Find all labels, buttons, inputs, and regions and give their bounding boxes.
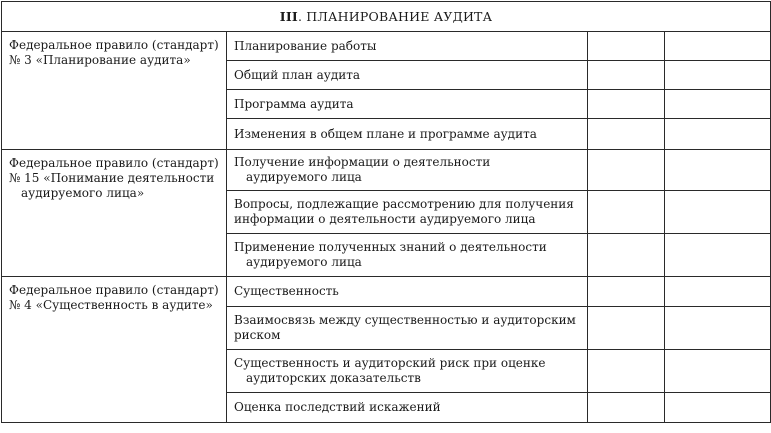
standard-title: Федеральное правило (стандарт) № 3 «Планирование аудита» <box>9 38 219 67</box>
topic-cell: Получение информации о деятельности аудируемого лица <box>227 150 588 191</box>
blank-cell <box>665 61 771 90</box>
topic-cell: Общий план аудита <box>227 61 588 90</box>
blank-cell <box>665 32 771 61</box>
blank-cell <box>588 277 665 307</box>
blank-cell <box>665 350 771 393</box>
audit-planning-table <box>1 1 771 423</box>
blank-cell <box>665 234 771 277</box>
table-row <box>2 32 771 61</box>
blank-cell <box>665 393 771 423</box>
blank-cell <box>665 277 771 307</box>
blank-cell <box>588 234 665 277</box>
blank-cell <box>588 393 665 423</box>
topic-cell: Изменения в общем плане и программе аудита <box>227 119 588 150</box>
blank-cell <box>588 32 665 61</box>
blank-cell <box>665 119 771 150</box>
standard-title: Федеральное правило (стандарт) № 4 «Существенность в аудите» <box>9 283 219 312</box>
topic-cell: Планирование работы <box>227 32 588 61</box>
topic-cell: Существенность <box>227 277 588 307</box>
blank-cell <box>665 150 771 191</box>
topic-cell: Программа аудита <box>227 90 588 119</box>
section-title-text: . ПЛАНИРОВАНИЕ АУДИТА <box>297 9 493 24</box>
section-title <box>2 2 771 32</box>
blank-cell <box>588 61 665 90</box>
standard-title: Федеральное правило (стандарт) № 15 «Понимание деятельности аудируемого лица» <box>9 156 219 200</box>
topic-cell: Существенность и аудиторский риск при оценке аудиторских доказательств <box>227 350 588 393</box>
topic-cell: Применение полученных знаний о деятельности аудируемого лица <box>227 234 588 277</box>
table-row <box>2 150 771 191</box>
blank-cell <box>665 307 771 350</box>
blank-cell <box>588 90 665 119</box>
blank-cell <box>588 119 665 150</box>
standard-cell-planning <box>2 32 227 150</box>
section-roman-numeral: III <box>279 9 298 24</box>
blank-cell <box>588 350 665 393</box>
table-row <box>2 277 771 307</box>
section-title-row <box>2 2 771 32</box>
topic-cell: Оценка последствий искажений <box>227 393 588 423</box>
topic-cell: Взаимосвязь между существенностью и аудиторским риском <box>227 307 588 350</box>
blank-cell <box>665 191 771 234</box>
topic-cell: Вопросы, подлежащие рассмотрению для получения информации о деятельности аудируемого лица <box>227 191 588 234</box>
blank-cell <box>588 191 665 234</box>
blank-cell <box>588 307 665 350</box>
standard-cell-understanding <box>2 150 227 277</box>
blank-cell <box>665 90 771 119</box>
standard-cell-materiality <box>2 277 227 423</box>
blank-cell <box>588 150 665 191</box>
